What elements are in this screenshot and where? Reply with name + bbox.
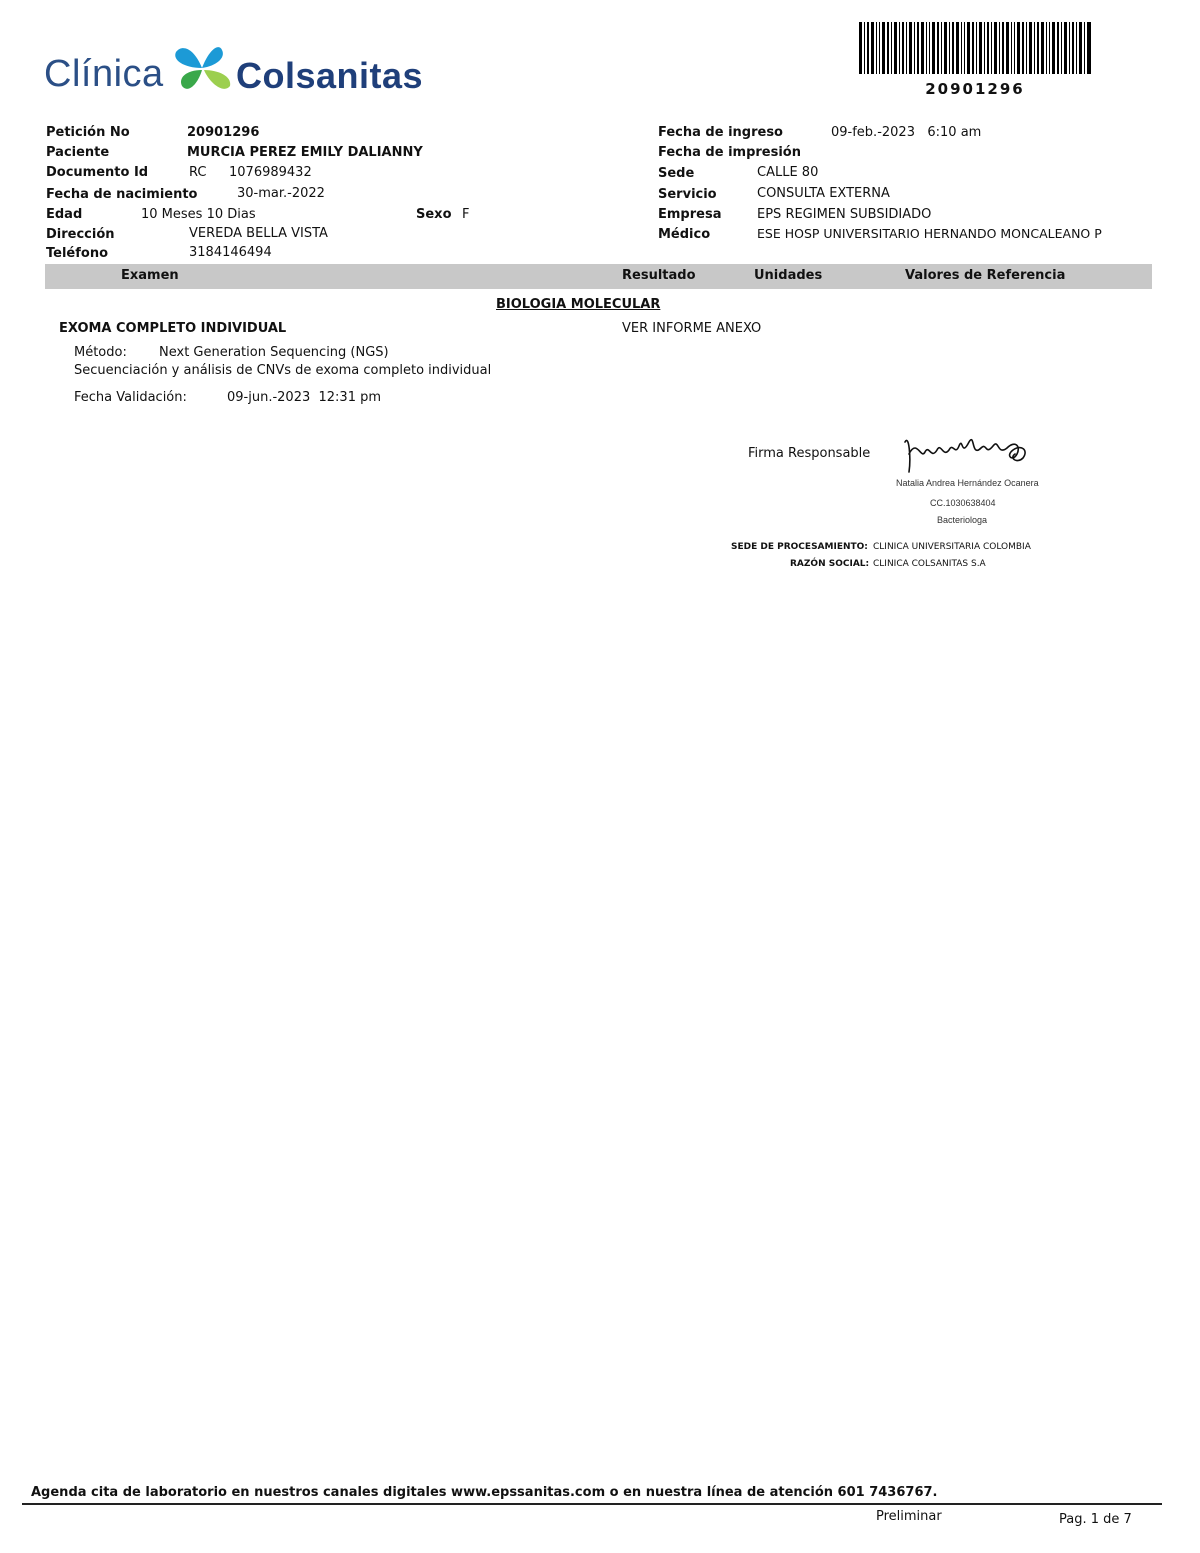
validacion-label: Fecha Validación: (74, 390, 187, 405)
col-resultado: Resultado (622, 268, 696, 283)
butterfly-logo-icon (172, 42, 236, 96)
signer-title: Bacteriologa (937, 515, 988, 525)
razon-social-value: CLINICA COLSANITAS S.A (873, 559, 986, 569)
direccion-value: VEREDA BELLA VISTA (189, 226, 328, 241)
documento-label: Documento Id (46, 165, 149, 180)
barcode-icon (859, 22, 1091, 74)
metodo-label: Método: (74, 345, 127, 360)
paciente-value: MURCIA PEREZ EMILY DALIANNY (187, 145, 423, 160)
servicio-label: Servicio (658, 187, 717, 202)
nacimiento-value: 30-mar.-2022 (237, 186, 325, 201)
telefono-value: 3184146494 (189, 245, 272, 260)
medico-value: ESE HOSP UNIVERSITARIO HERNANDO MONCALEANO P (757, 226, 1102, 241)
metodo-value: Next Generation Sequencing (NGS) (159, 345, 389, 360)
documento-type: RC (189, 165, 207, 180)
exam-description: Secuenciación y análisis de CNVs de exoma completo individual (74, 363, 492, 378)
logo-word-colsanitas: Colsanitas (236, 55, 424, 96)
peticion-label: Petición No (46, 125, 130, 140)
sede-value: CALLE 80 (757, 165, 819, 180)
servicio-value: CONSULTA EXTERNA (757, 186, 890, 201)
col-unidades: Unidades (754, 268, 823, 283)
signer-cc: CC.1030638404 (930, 498, 996, 508)
exam-name: EXOMA COMPLETO INDIVIDUAL (59, 321, 287, 336)
validacion-value: 09-jun.-2023 12:31 pm (227, 390, 382, 405)
empresa-value: EPS REGIMEN SUBSIDIADO (757, 207, 932, 222)
footer-page: Pag. 1 de 7 (1059, 1512, 1132, 1527)
col-referencia: Valores de Referencia (905, 268, 1066, 283)
nacimiento-label: Fecha de nacimiento (46, 187, 198, 202)
razon-social-label: RAZÓN SOCIAL: (790, 559, 870, 569)
medico-label: Médico (658, 227, 711, 242)
footer-status: Preliminar (876, 1509, 942, 1524)
sexo-label: Sexo (416, 207, 452, 222)
firma-label: Firma Responsable (748, 446, 871, 461)
ingreso-value: 09-feb.-2023 6:10 am (831, 125, 982, 140)
sede-procesamiento-value: CLINICA UNIVERSITARIA COLOMBIA (873, 542, 1031, 552)
paciente-label: Paciente (46, 145, 110, 160)
col-examen: Examen (121, 268, 179, 283)
ingreso-label: Fecha de ingreso (658, 125, 783, 140)
peticion-value: 20901296 (187, 125, 260, 140)
sede-procesamiento-label: SEDE DE PROCESAMIENTO: (731, 542, 868, 552)
footer-agenda: Agenda cita de laboratorio en nuestros canales digitales www.epssanitas.com o en nuestra línea de atención 601 7436767. (31, 1485, 938, 1500)
empresa-label: Empresa (658, 207, 722, 222)
barcode-number: 20901296 (925, 80, 1025, 98)
footer-divider (22, 1503, 1162, 1505)
logo-word-clinica: Clínica (44, 53, 164, 95)
direccion-label: Dirección (46, 227, 115, 242)
sexo-value: F (462, 207, 470, 222)
edad-value: 10 Meses 10 Dias (141, 207, 256, 222)
documento-value: 1076989432 (229, 165, 312, 180)
signature-icon (897, 428, 1037, 478)
impresion-label: Fecha de impresión (658, 145, 801, 160)
section-title: BIOLOGIA MOLECULAR (496, 297, 661, 312)
exam-result: VER INFORME ANEXO (622, 321, 762, 336)
edad-label: Edad (46, 207, 83, 222)
sede-label: Sede (658, 166, 695, 181)
telefono-label: Teléfono (46, 246, 109, 261)
signer-name: Natalia Andrea Hernández Ocanera (896, 478, 1039, 488)
